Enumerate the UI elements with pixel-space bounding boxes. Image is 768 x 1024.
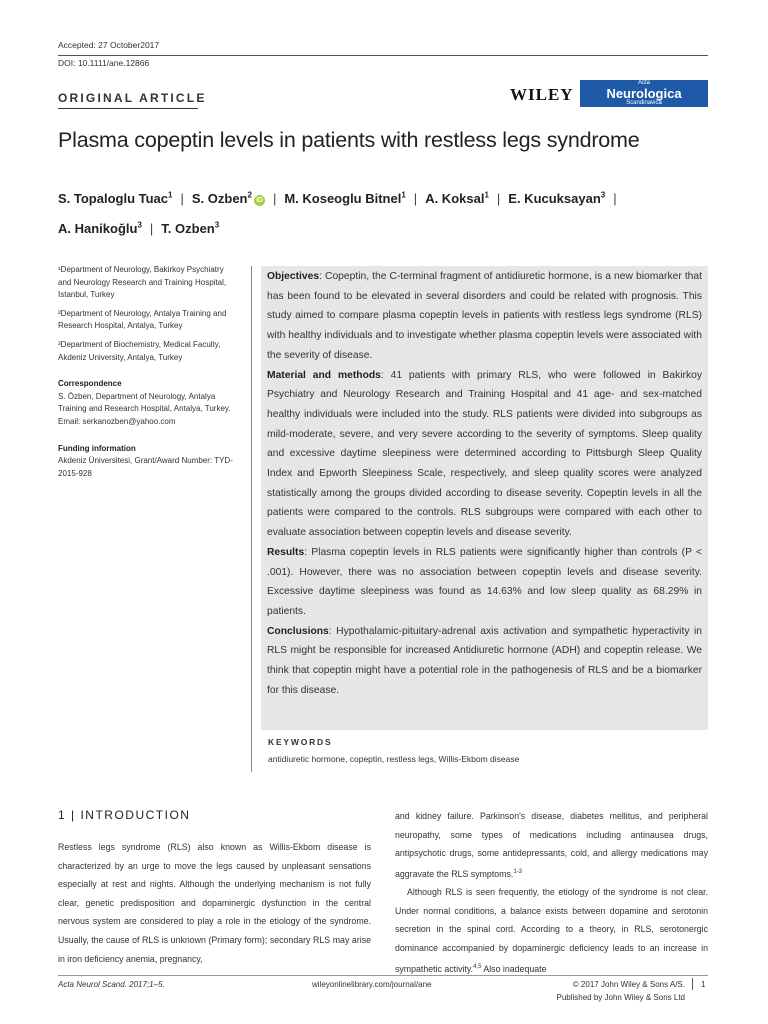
journal-logo-bottom: Scandinavica — [626, 100, 662, 106]
journal-logo-name: Neurologica — [606, 86, 682, 101]
article-type-underline — [58, 108, 198, 109]
abstract-text — [261, 266, 708, 700]
funding-text: Akdeniz Üniversitesi, Grant/Award Number: TYD-2015-928 — [58, 456, 233, 478]
author[interactable]: T. Ozben$^3$ — [161, 220, 220, 236]
abstract-methods: Material and methods: 41 patients with primary RLS, who were followed in Bakirkoy Psychiatry and Neurology Research and Training Hospital and 41 age- and sex-matched healthy individuals were included into the study. RLS patients were divided into subgroups as mild-moderate, severe, and very severe according to the severity of symptoms. Sleep quality and excessive daytime sleepiness were determined according to Pittsburgh Sleep Quality Index and Epworth Sleepiness Scale, respectively, and sleep quality scores were analyzed statistically among the groups divided according to disease severity. Copeptin levels in all the patients were compared to the controls. RLS subgroups were compared with each other to evaluate association between copeptin levels and disease severity. — [267, 369, 702, 539]
author[interactable]: A. Koksal$^1$ — [425, 191, 489, 207]
correspondence-heading: Correspondence — [58, 379, 122, 389]
journal-logo-top: Acta — [637, 80, 650, 86]
article-title: Plasma copeptin levels in patients with restless legs syndrome — [58, 128, 640, 152]
page-number: 1 — [701, 980, 706, 989]
article-type: ORIGINAL ARTICLE — [58, 91, 207, 105]
footer-published: Published by John Wiley & Sons Ltd — [556, 993, 685, 1002]
citation-ref[interactable]: 4,5 — [473, 963, 482, 970]
abstract-conclusions: Conclusions: Hypothalamic-pituitary-adrenal axis activation and sympathetic hyperactivity in RLS might be responsible for increased Antidiuretic hormone (ADH) and copeptin release. We think that copeptin might have a potential role in the pathogenesis of RLS and be a biomarker for this disease. — [267, 625, 702, 696]
intro-column-left — [58, 838, 371, 968]
abstract-box — [261, 266, 708, 730]
footer-url[interactable]: wileyonlinelibrary.com/journal/ane — [312, 980, 432, 989]
footer-citation: Acta Neurol Scand. 2017;1–5. — [58, 980, 165, 989]
keywords-heading: KEYWORDS — [268, 737, 333, 747]
keywords: antidiuretic hormone, copeptin, restless legs, Willis-Ekbom disease — [268, 754, 520, 764]
header-rule — [58, 55, 708, 56]
funding-heading: Funding information — [58, 443, 136, 453]
publisher-logo: WILEY — [510, 85, 574, 104]
doi: DOI: 10.1111/ane.12866 — [58, 58, 150, 68]
intro-paragraph-2: and kidney failure. Parkinson's disease, diabetes mellitus, and peripheral neuropathy, some types of medications including antinausea drugs, antipsychotic drugs, some antidepressants, cold, and allergy medications may aggravate the RLS symptoms.$^{1-3}$ — [395, 811, 708, 879]
footer-rule — [58, 975, 708, 976]
author[interactable]: S. Ozben$^2$ — [191, 191, 252, 207]
accepted-date: Accepted: 27 October2017 — [58, 40, 160, 50]
author-list: S. Topaloglu Tuac$^1$ | S. Ozben$^2$iD | M. Koseoglu Bitnel$^1$ | A. Koksal$^1$ | E. Kucuksayan$^3$ | A. Hanikoğlu$^3$ | T. Ozben$^3$ — [58, 191, 617, 236]
correspondence-text: S. Özben, Department of Neurology, Antalya Training and Research Hospital, Antalya, Turkey. — [58, 391, 231, 414]
intro-paragraph-1: Restless legs syndrome (RLS) also known as Willis-Ekbom disease is characterized by an urge to move the legs caused by unpleasant sensations especially at rest and nights. Although the underlying mechanism is not fully clear, genetic predisposition and dopaminergic dysfunction in the central nervous system are considered to play a role in the etiology of the syndrome. Usually, the cause of RLS is unknown (Primary form); secondary RLS may arise in iron deficiency anemia, pregnancy, — [58, 842, 371, 964]
sidebar-divider — [251, 266, 252, 772]
abstract-objectives: Objectives: Copeptin, the C-terminal fragment of antidiuretic hormone, is a new biomarker that has been found to be elevated in several disorders and could be related with prognosis. This study aimed to compare plasma copeptin levels in patients with restless legs syndrome (RLS) with healthy individuals and to investigate whether plasma copeptin levels were associated with the severity of disease. — [267, 271, 702, 361]
orcid-icon[interactable]: iD — [255, 197, 263, 205]
abstract-results: Results: Plasma copeptin levels in RLS patients were significantly higher than controls (P < .001). However, there was no association between copeptin levels and disease severity. Excessive daytime sleepiness was found as 14.63% and low sleep quality as 68.29% in patients. — [267, 546, 702, 617]
affiliation-3: ³Department of Biochemistry, Medical Faculty, Akdeniz University, Antalya, Turkey — [58, 339, 221, 362]
author[interactable]: A. Hanikoğlu$^3$ — [58, 220, 142, 236]
author[interactable]: S. Topaloglu Tuac$^1$ — [58, 191, 173, 207]
journal-logo — [580, 80, 708, 107]
affiliation-2: ²Department of Neurology, Antalya Training and Research Hospital, Antalya, Turkey — [58, 308, 227, 331]
section-heading-introduction: 1 | INTRODUCTION — [58, 808, 191, 822]
citation-ref[interactable]: 1-3 — [513, 868, 522, 875]
correspondence-email[interactable]: Email: serkanozben@yahoo.com — [58, 416, 176, 426]
intro-column-right — [395, 807, 708, 978]
footer-copyright: © 2017 John Wiley & Sons A/S. — [572, 980, 685, 989]
intro-paragraph-3: Although RLS is seen frequently, the etiology of the syndrome is not clear. Under normal conditions, a balance exists between dopamine and serotonin secretion in the spinal cord. According to a theory, in RLS, serotonergic dominance accompanied by dopaminergic deficiency leads to an increase in sympathetic activity.$^{4,5}$ Also inadequate — [395, 887, 708, 974]
author[interactable]: E. Kucuksayan$^3$ — [508, 191, 606, 207]
sidebar-info — [58, 264, 238, 480]
author[interactable]: M. Koseoglu Bitnel$^1$ — [284, 191, 406, 207]
footer-divider — [692, 978, 693, 990]
affiliation-1: ¹Department of Neurology, Bakirkoy Psychiatry and Neurology Research and Training Hospital, Istanbul, Turkey — [58, 265, 227, 300]
